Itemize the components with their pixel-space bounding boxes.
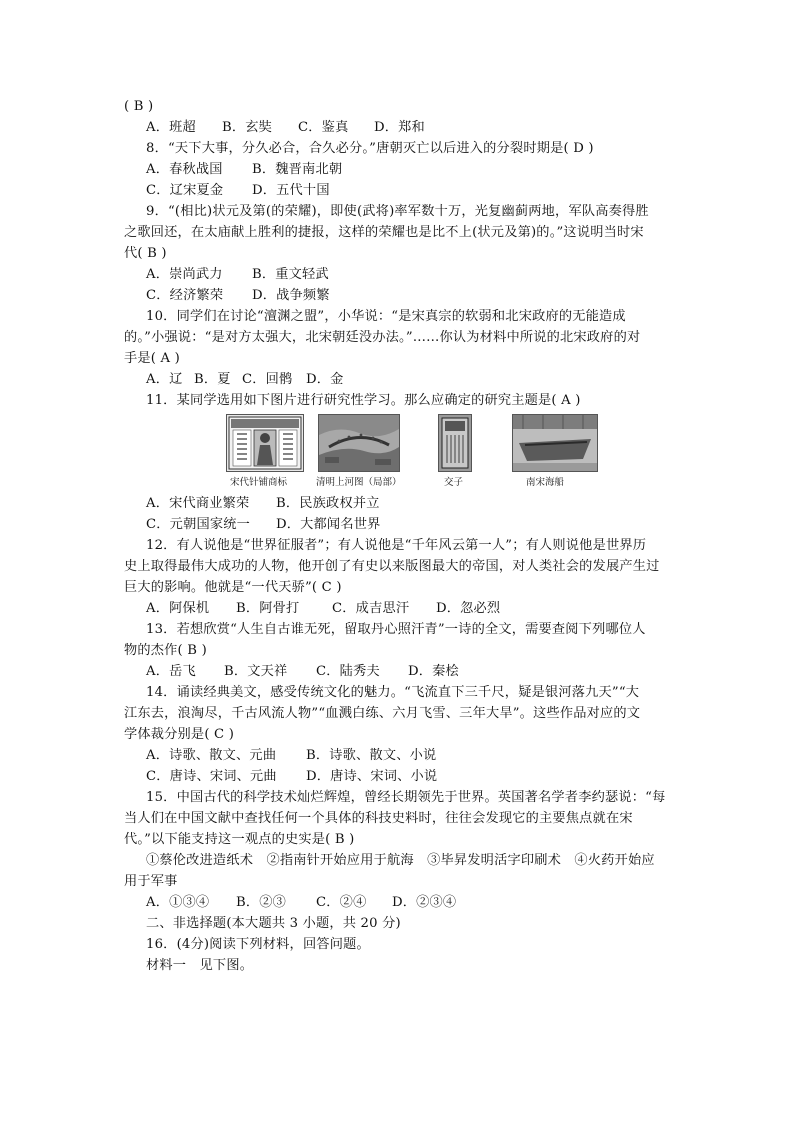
figure-jiaozi (438, 414, 472, 488)
option: D．战争频繁 (252, 288, 330, 303)
q14-options-row1 (146, 748, 436, 764)
option: C．元朝国家统一 (146, 517, 251, 532)
option: C．辽宋夏金 (146, 183, 224, 198)
option: B．民族政权并立 (276, 496, 380, 511)
q8-options-row1 (146, 162, 342, 178)
material-1: 材料一 见下图。 (146, 958, 254, 973)
q8-options-row2 (146, 183, 330, 199)
figure-caption: 清明上河图（局部） (316, 477, 402, 488)
q9-options-row1 (146, 267, 329, 283)
q11-options-row2 (146, 517, 381, 533)
option: B．玄奘 (222, 120, 273, 135)
option: A．班超 (146, 120, 196, 135)
q12-stem-3: 巨大的影响。他就是“一代天骄”( C ) (124, 580, 342, 595)
option: B．阿骨打 (236, 601, 300, 616)
q9-stem-2: 之歌回还，在太庙献上胜利的捷报，这样的荣耀也是比不上(状元及第)的。”这说明当时宋 (124, 225, 644, 240)
q7-answer: ( B ) (124, 99, 154, 114)
qingming-scroll-image (318, 414, 400, 472)
q9-options-row2 (146, 288, 330, 304)
option: C．唐诗、宋词、元曲 (146, 769, 277, 784)
q8-stem: 8．“天下大事，分久必合，合久必分。”唐朝灭亡以后进入的分裂时期是( D ) (146, 141, 594, 156)
q13-stem-2: 物的杰作( B ) (124, 643, 207, 658)
option: D．②③④ (392, 895, 457, 910)
needle-shop-label-image (226, 414, 304, 472)
figure-needle-shop-label (226, 414, 304, 488)
q15-options (146, 895, 456, 911)
q15-items-2: 用于军事 (124, 874, 178, 889)
option: A．诗歌、散文、元曲 (146, 748, 277, 763)
option: D．秦桧 (408, 664, 459, 679)
q14-options-row2 (146, 769, 437, 785)
q9-stem-1: 9．“(相比)状元及第(的荣耀)，即使(武将)率军数十万，光复幽蓟两地，军队高奏得胜 (146, 204, 649, 219)
section-2-heading: 二、非选择题(本大题共 3 小题，共 20 分) (146, 916, 401, 931)
q10-stem-2: 的。”小强说：“是对方太强大，北宋朝廷没办法。”……你认为材料中所说的北宋政府的对 (124, 330, 641, 345)
q10-options (146, 372, 344, 388)
option: A．阿保机 (146, 601, 210, 616)
jiaozi-image (438, 414, 472, 472)
q13-stem-1: 13．若想欣赏“人生自古谁无死，留取丹心照汗青”一诗的全文，需要查阅下列哪位人 (146, 622, 646, 637)
q15-stem-1: 15．中国古代的科学技术灿烂辉煌，曾经长期领先于世界。英国著名学者李约瑟说：“每 (146, 790, 666, 805)
option: B．诗歌、散文、小说 (306, 748, 437, 763)
option: A．辽 (146, 372, 183, 387)
option: B．重文轻武 (252, 267, 329, 282)
option: C．陆秀夫 (316, 664, 380, 679)
option: C．②④ (316, 895, 367, 910)
q11-figures (226, 414, 598, 490)
q11-stem: 11．某同学选用如下图片进行研究性学习。那么应确定的研究主题是( A ) (146, 393, 581, 408)
q15-stem-3: 代。”以下能支持这一观点的史实是( B ) (124, 832, 355, 847)
option: A．宋代商业繁荣 (146, 496, 250, 511)
q14-stem-3: 学体裁分别是( C ) (124, 727, 235, 742)
option: D．大都闻名世界 (276, 517, 381, 532)
q15-stem-2: 当人们在中国文献中查找任何一个具体的科技史料时，往往会发现它的主要焦点就在宋 (124, 811, 633, 826)
option: A．①③④ (146, 895, 210, 910)
option: C．成吉思汗 (332, 601, 410, 616)
figure-caption: 交子 (444, 477, 464, 488)
option: C．经济繁荣 (146, 288, 224, 303)
q9-stem-3: 代( B ) (124, 246, 167, 261)
q13-options (146, 664, 459, 680)
option: D．唐诗、宋词、小说 (306, 769, 438, 784)
q12-options (146, 601, 500, 617)
option: C．鉴真 (298, 120, 349, 135)
q16-stem: 16．(4分)阅读下列材料，回答问题。 (146, 937, 370, 952)
q11-options-row1 (146, 496, 380, 512)
option: D．忽必烈 (436, 601, 501, 616)
option: B．夏 (194, 372, 231, 387)
option: D．五代十国 (252, 183, 330, 198)
figure-caption: 宋代针铺商标 (230, 477, 288, 488)
figure-caption: 南宋海船 (526, 477, 565, 488)
figure-qingming-scroll (316, 414, 402, 488)
option: A．岳飞 (146, 664, 196, 679)
option: B．②③ (236, 895, 287, 910)
option: A．春秋战国 (146, 162, 223, 177)
q12-stem-2: 史上取得最伟大成功的人物，他开创了有史以来版图最大的帝国，对人类社会的发展产生过 (124, 559, 660, 574)
figure-song-ship (512, 414, 598, 488)
q15-items-1: ①蔡伦改进造纸术 ②指南针开始应用于航海 ③毕昇发明活字印刷术 ④火药开始应 (146, 853, 655, 868)
option: B．文天祥 (224, 664, 288, 679)
song-ship-image (512, 414, 598, 472)
option: A．崇尚武力 (146, 267, 223, 282)
q14-stem-2: 江东去，浪淘尽，千古风流人物”“血溅白练、六月飞雪、三年大旱”。这些作品对应的文 (124, 706, 641, 721)
option: C．回鹘 (242, 372, 293, 387)
option: D．郑和 (374, 120, 425, 135)
option: D．金 (306, 372, 344, 387)
option: B．魏晋南北朝 (252, 162, 343, 177)
q14-stem-1: 14．诵读经典美文，感受传统文化的魅力。“飞流直下三千尺，疑是银河落九天”“大 (146, 685, 640, 700)
q10-stem-3: 手是( A ) (124, 351, 180, 366)
q10-stem-1: 10．同学们在讨论“澶渊之盟”，小华说：“是宋真宗的软弱和北宋政府的无能造成 (146, 309, 626, 324)
q12-stem-1: 12．有人说他是“世界征服者”；有人说他是“千年风云第一人”；有人则说他是世界历 (146, 538, 647, 553)
q7-options (146, 120, 425, 136)
